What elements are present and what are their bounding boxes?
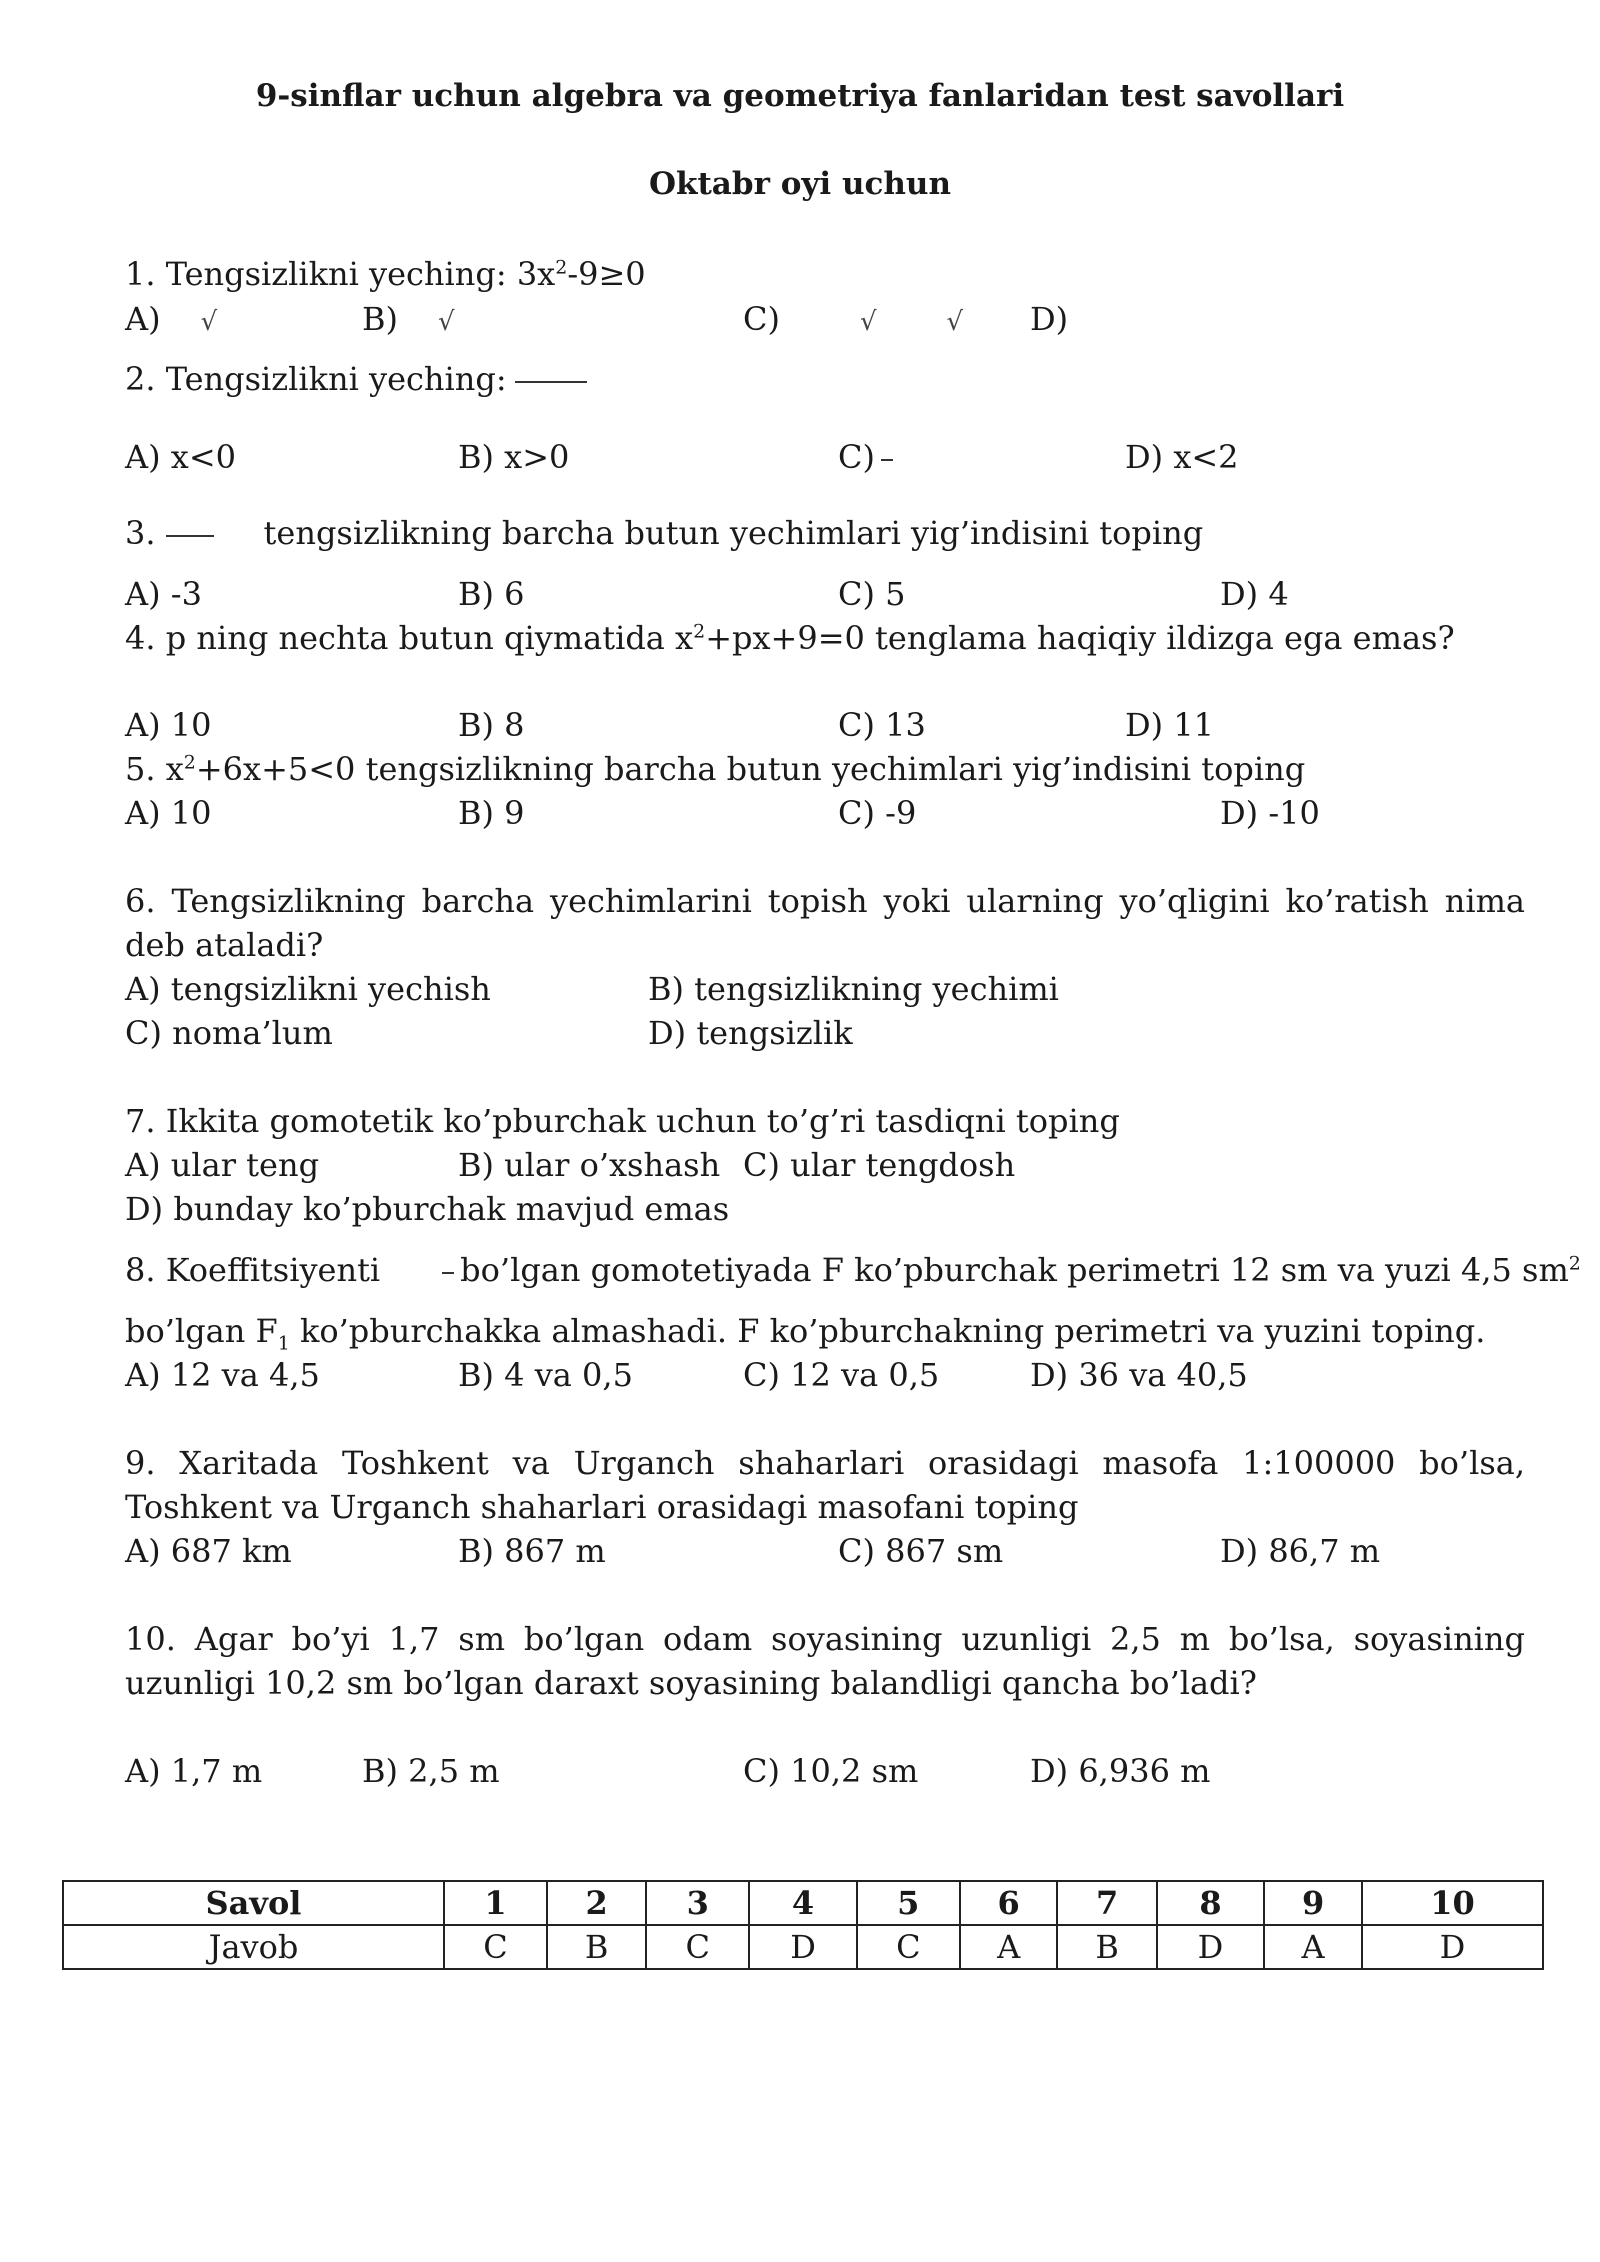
- question-4-exponent: 2: [693, 620, 706, 643]
- q1-option-c-label: C): [743, 300, 780, 338]
- q9-option-b: B) 867 m: [458, 1532, 606, 1570]
- question-1-tail: -9≥0: [567, 255, 646, 293]
- question-9: 9. Xaritada Toshkent va Urganch shaharlari orasidagi masofa 1:100000 bo’lsa, Toshkent va Urganch shaharlari orasidagi masofani toping: [125, 1444, 1525, 1526]
- question-3-text: tengsizlikning barcha butun yechimlari yig’indisini toping: [263, 514, 1204, 552]
- table-cell: D: [1157, 1925, 1265, 1969]
- question-1: [125, 252, 1525, 296]
- table-cell: C: [646, 1925, 749, 1969]
- table-cell: A: [1264, 1925, 1362, 1969]
- table-cell: 7: [1057, 1881, 1156, 1925]
- table-cell: Javob: [63, 1925, 444, 1969]
- table-cell: B: [547, 1925, 646, 1969]
- question-1-exponent: 2: [555, 256, 568, 279]
- question-8-continued: [125, 1309, 1525, 1353]
- question-8-text-c: bo’lgan F: [125, 1312, 278, 1350]
- q2-option-a: A) x<0: [125, 438, 236, 476]
- q1-option-a: [125, 297, 217, 344]
- q4-option-a: A) 10: [125, 706, 212, 744]
- q5-option-b: B) 9: [458, 794, 525, 832]
- page-title: 9-sinflar uchun algebra va geometriya fanlaridan test savollari: [255, 78, 1345, 114]
- question-10: 10. Agar bo’yi 1,7 sm bo’lgan odam soyasining uzunligi 2,5 m bo’lsa, soyasining uzunligi 10,2 sm bo’lgan daraxt soyasining balandligi qancha bo’ladi?: [125, 1620, 1525, 1702]
- q6-option-c: C) noma’lum: [125, 1014, 333, 1052]
- question-3-number: 3.: [125, 514, 156, 552]
- question-6: 6. Tengsizlikning barcha yechimlarini topish yoki ularning yo’qligini ko’ratish nima deb ataladi?: [125, 882, 1525, 964]
- table-cell: D: [1362, 1925, 1543, 1969]
- q9-option-d: D) 86,7 m: [1220, 1532, 1381, 1570]
- question-7: 7. Ikkita gomotetik ko’pburchak uchun to’g’ri tasdiqni toping: [125, 1102, 1120, 1140]
- q4-option-c: C) 13: [838, 706, 926, 744]
- question-4-text-b: +px+9=0 tenglama haqiqiy ildizga ega emas?: [705, 619, 1455, 657]
- table-cell: C: [857, 1925, 960, 1969]
- question-5-text-b: +6x+5<0 tengsizlikning barcha butun yechimlari yig’indisini toping: [195, 750, 1306, 788]
- table-cell: Savol: [63, 1881, 444, 1925]
- page-subtitle: Oktabr oyi uchun: [649, 166, 951, 202]
- q6-option-d: D) tengsizlik: [648, 1014, 853, 1052]
- q2-option-c-label: C): [838, 438, 875, 476]
- q9-option-a: A) 687 km: [125, 1532, 292, 1570]
- q3-option-a: A) -3: [125, 575, 202, 613]
- question-5: [125, 747, 1525, 791]
- sqrt-symbol: √: [859, 307, 877, 337]
- q3-option-b: B) 6: [458, 575, 525, 613]
- answer-table: [62, 1880, 1544, 1970]
- sqrt-symbol: √: [438, 307, 455, 337]
- question-8: [125, 1248, 1581, 1292]
- q4-option-b: B) 8: [458, 706, 525, 744]
- table-cell: B: [1057, 1925, 1156, 1969]
- q7-option-d: D) bunday ko’pburchak mavjud emas: [125, 1190, 730, 1228]
- table-cell: 3: [646, 1881, 749, 1925]
- table-cell: A: [960, 1925, 1058, 1969]
- q10-option-a: A) 1,7 m: [125, 1752, 263, 1790]
- sqrt-symbol: √: [200, 307, 218, 337]
- q8-option-d: D) 36 va 40,5: [1030, 1356, 1248, 1394]
- question-2-text: 2. Tengsizlikni yeching:: [125, 360, 507, 398]
- q5-option-a: A) 10: [125, 794, 212, 832]
- q7-option-c: C) ular tengdosh: [743, 1146, 1016, 1184]
- fraction-line: [166, 535, 214, 537]
- table-cell: 5: [857, 1881, 960, 1925]
- table-cell: 6: [960, 1881, 1058, 1925]
- q1-option-b: [362, 297, 455, 344]
- question-8-subscript: 1: [277, 1332, 290, 1355]
- q3-option-d: D) 4: [1220, 575, 1289, 613]
- q5-option-c: C) -9: [838, 794, 917, 832]
- table-cell: 10: [1362, 1881, 1543, 1925]
- q2-option-b: B) x>0: [458, 438, 570, 476]
- question-8-text-a: 8. Koeffitsiyenti: [125, 1251, 381, 1289]
- q10-option-d: D) 6,936 m: [1030, 1752, 1211, 1790]
- question-5-text-a: 5. x: [125, 750, 184, 788]
- sqrt-symbol: √: [946, 307, 964, 337]
- q9-option-c: C) 867 sm: [838, 1532, 1004, 1570]
- q2-option-c: [838, 435, 899, 479]
- table-cell: 9: [1264, 1881, 1362, 1925]
- q10-option-b: B) 2,5 m: [362, 1752, 500, 1790]
- answer-table-row: [63, 1925, 1543, 1969]
- q1-option-a-label: A): [125, 300, 161, 338]
- q10-option-c: C) 10,2 sm: [743, 1752, 919, 1790]
- table-cell: 8: [1157, 1881, 1265, 1925]
- q1-option-b-label: B): [362, 300, 398, 338]
- q1-option-d: D): [1030, 300, 1069, 338]
- table-cell: 2: [547, 1881, 646, 1925]
- table-cell: C: [444, 1925, 547, 1969]
- answer-table-header-row: [63, 1881, 1543, 1925]
- question-2: [125, 357, 1525, 401]
- question-4-text-a: 4. p ning nechta butun qiymatida x: [125, 619, 694, 657]
- question-4: [125, 616, 1525, 660]
- q5-option-d: D) -10: [1220, 794, 1320, 832]
- q2-option-d: D) x<2: [1125, 438, 1239, 476]
- question-8-text-b: bo’lgan gomotetiyada F ko’pburchak perimetri 12 sm va yuzi 4,5 sm: [460, 1251, 1569, 1289]
- question-5-exponent: 2: [183, 751, 196, 774]
- q1-option-c: [743, 297, 963, 344]
- table-cell: D: [749, 1925, 857, 1969]
- table-cell: 1: [444, 1881, 547, 1925]
- q7-option-a: A) ular teng: [125, 1146, 320, 1184]
- q3-option-c: C) 5: [838, 575, 906, 613]
- fraction-line: [881, 459, 893, 461]
- question-1-text: 1. Tengsizlikni yeching: 3x: [125, 255, 556, 293]
- question-8-text-d: ko’pburchakka almashadi. F ko’pburchakning perimetri va yuzini toping.: [289, 1312, 1486, 1350]
- q6-option-b: B) tengsizlikning yechimi: [648, 970, 1059, 1008]
- fraction-line: [515, 381, 587, 383]
- q8-option-c: C) 12 va 0,5: [743, 1356, 940, 1394]
- q8-option-b: B) 4 va 0,5: [458, 1356, 633, 1394]
- q6-option-a: A) tengsizlikni yechish: [125, 970, 491, 1008]
- question-8-exponent: 2: [1568, 1252, 1581, 1275]
- table-cell: 4: [749, 1881, 857, 1925]
- q8-option-a: A) 12 va 4,5: [125, 1356, 320, 1394]
- q4-option-d: D) 11: [1125, 706, 1215, 744]
- question-3: [125, 511, 1525, 555]
- fraction-line: [442, 1272, 454, 1274]
- q7-option-b: B) ular o’xshash: [458, 1146, 721, 1184]
